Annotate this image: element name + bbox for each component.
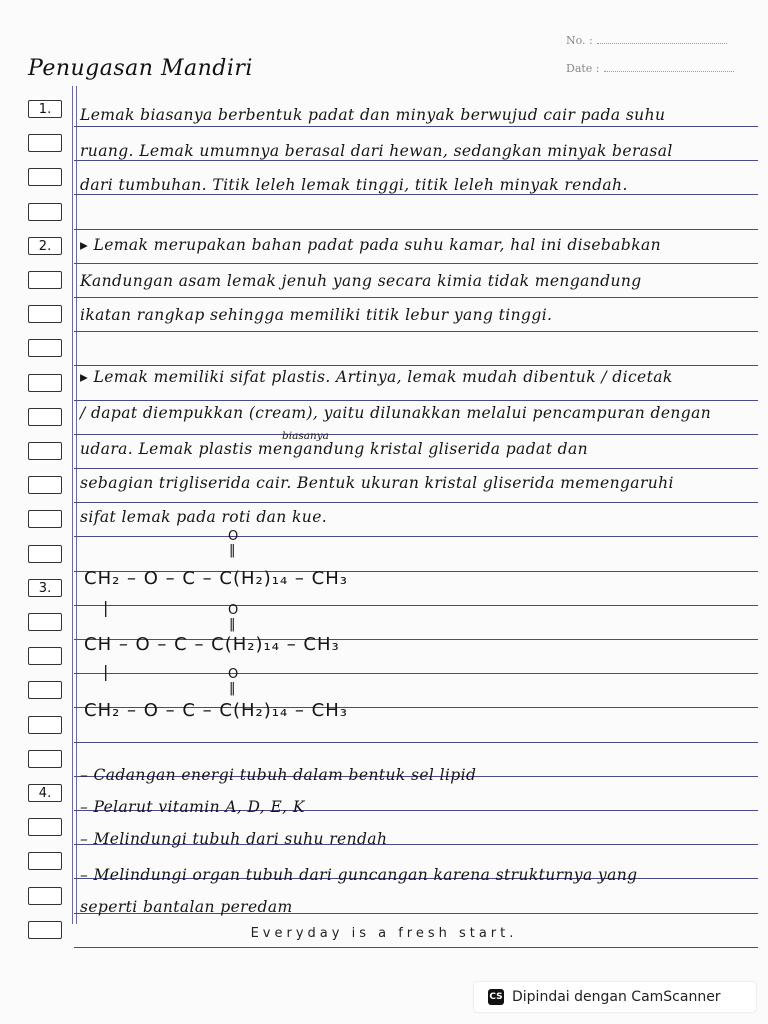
margin-line [72,86,73,924]
s2-line-3: ikatan rangkap sehingga memiliki titik lebur yang tinggi. [80,306,553,324]
camscanner-logo-icon: CS [488,989,504,1005]
line-box [28,510,62,528]
ruled-line [74,229,758,230]
ruled-line [74,331,758,332]
line-box [28,613,62,631]
double-bond: ‖ [229,543,236,558]
line-box [28,681,62,699]
line-box [28,818,62,836]
page-title: Penugasan Mandiri [28,56,253,81]
s2b-line-2: / dapat diempukkan (cream), yaitu dilunakkan melalui pencampuran dengan [80,404,712,422]
section-number-box: 2. [28,237,62,255]
line-box [28,374,62,392]
s1-line-2: ruang. Lemak umumnya berasal dari hewan, sedangkan minyak berasal [80,142,673,160]
line-box [28,305,62,323]
ruled-line [74,536,758,537]
double-bond: ‖ [229,617,236,632]
line-box [28,134,62,152]
line-box [28,852,62,870]
carbonyl-oxygen: O [228,529,239,544]
s2b-line-4: sebagian trigliserida cair. Bentuk ukuran kristal gliserida memengaruhi [80,474,674,492]
ruled-line [74,947,758,948]
s2b-line-1: ▸ Lemak memiliki sifat plastis. Artinya, lemak mudah dibentuk / dicetak [80,368,673,386]
ruled-line [74,194,758,195]
chem-row-1: CH₂ – O – C – C(H₂)₁₄ – CH₃ [84,568,348,589]
camscanner-watermark [474,982,756,1012]
line-box [28,647,62,665]
line-box [28,750,62,768]
ruled-line [74,605,758,606]
section-number-box: 4. [28,784,62,802]
ruled-line [74,434,758,435]
ruled-line [74,742,758,743]
line-box [28,442,62,460]
insert-word: biasanya [282,430,329,442]
line-box [28,476,62,494]
s4-line-1: – Cadangan energi tubuh dalam bentuk sel lipid [80,766,477,784]
carbonyl-oxygen: O [228,603,239,618]
chem-row-2: CH – O – C – C(H₂)₁₄ – CH₃ [84,634,340,655]
s1-line-3: dari tumbuhan. Titik leleh lemak tinggi, titik leleh minyak rendah. [80,176,628,194]
ruled-line [74,365,758,366]
s1-line-1: Lemak biasanya berbentuk padat dan minyak berwujud cair pada suhu [80,106,666,124]
s2b-line-3: udara. Lemak plastis mengandung kristal gliserida padat dan [80,440,588,458]
line-box [28,168,62,186]
s4-line-5: seperti bantalan peredam [80,898,293,916]
line-box [28,339,62,357]
ruled-line [74,502,758,503]
line-box [28,887,62,905]
ruled-line [74,673,758,674]
ruled-line [74,400,758,401]
line-box [28,203,62,221]
line-box [28,408,62,426]
ruled-line [74,297,758,298]
line-box [28,271,62,289]
date-field: Date : [566,62,734,75]
watermark-text: Dipindai dengan CamScanner [512,989,721,1005]
ruled-line [74,126,758,127]
ruled-line [74,263,758,264]
s2-line-1: ▸ Lemak merupakan bahan padat pada suhu kamar, hal ini disebabkan [80,236,662,254]
line-box [28,545,62,563]
single-bond: | [103,598,109,617]
section-number-box: 3. [28,579,62,597]
chem-row-3: CH₂ – O – C – C(H₂)₁₄ – CH₃ [84,700,348,721]
s2b-line-5: sifat lemak pada roti dan kue. [80,508,328,526]
section-number-box: 1. [28,100,62,118]
carbonyl-oxygen: O [228,667,239,682]
ruled-line [74,468,758,469]
single-bond: | [103,662,109,681]
no-field: No. : [566,34,727,47]
s2-line-2: Kandungan asam lemak jenuh yang secara kimia tidak mengandung [80,272,642,290]
s4-line-2: – Pelarut vitamin A, D, E, K [80,798,305,816]
s4-line-4: – Melindungi organ tubuh dari guncangan karena strukturnya yang [80,866,638,884]
margin-line [76,86,77,924]
double-bond: ‖ [229,681,236,696]
ruled-line [74,160,758,161]
footer-motto: Everyday is a fresh start. [250,926,518,941]
line-box [28,716,62,734]
s4-line-3: – Melindungi tubuh dari suhu rendah [80,830,388,848]
